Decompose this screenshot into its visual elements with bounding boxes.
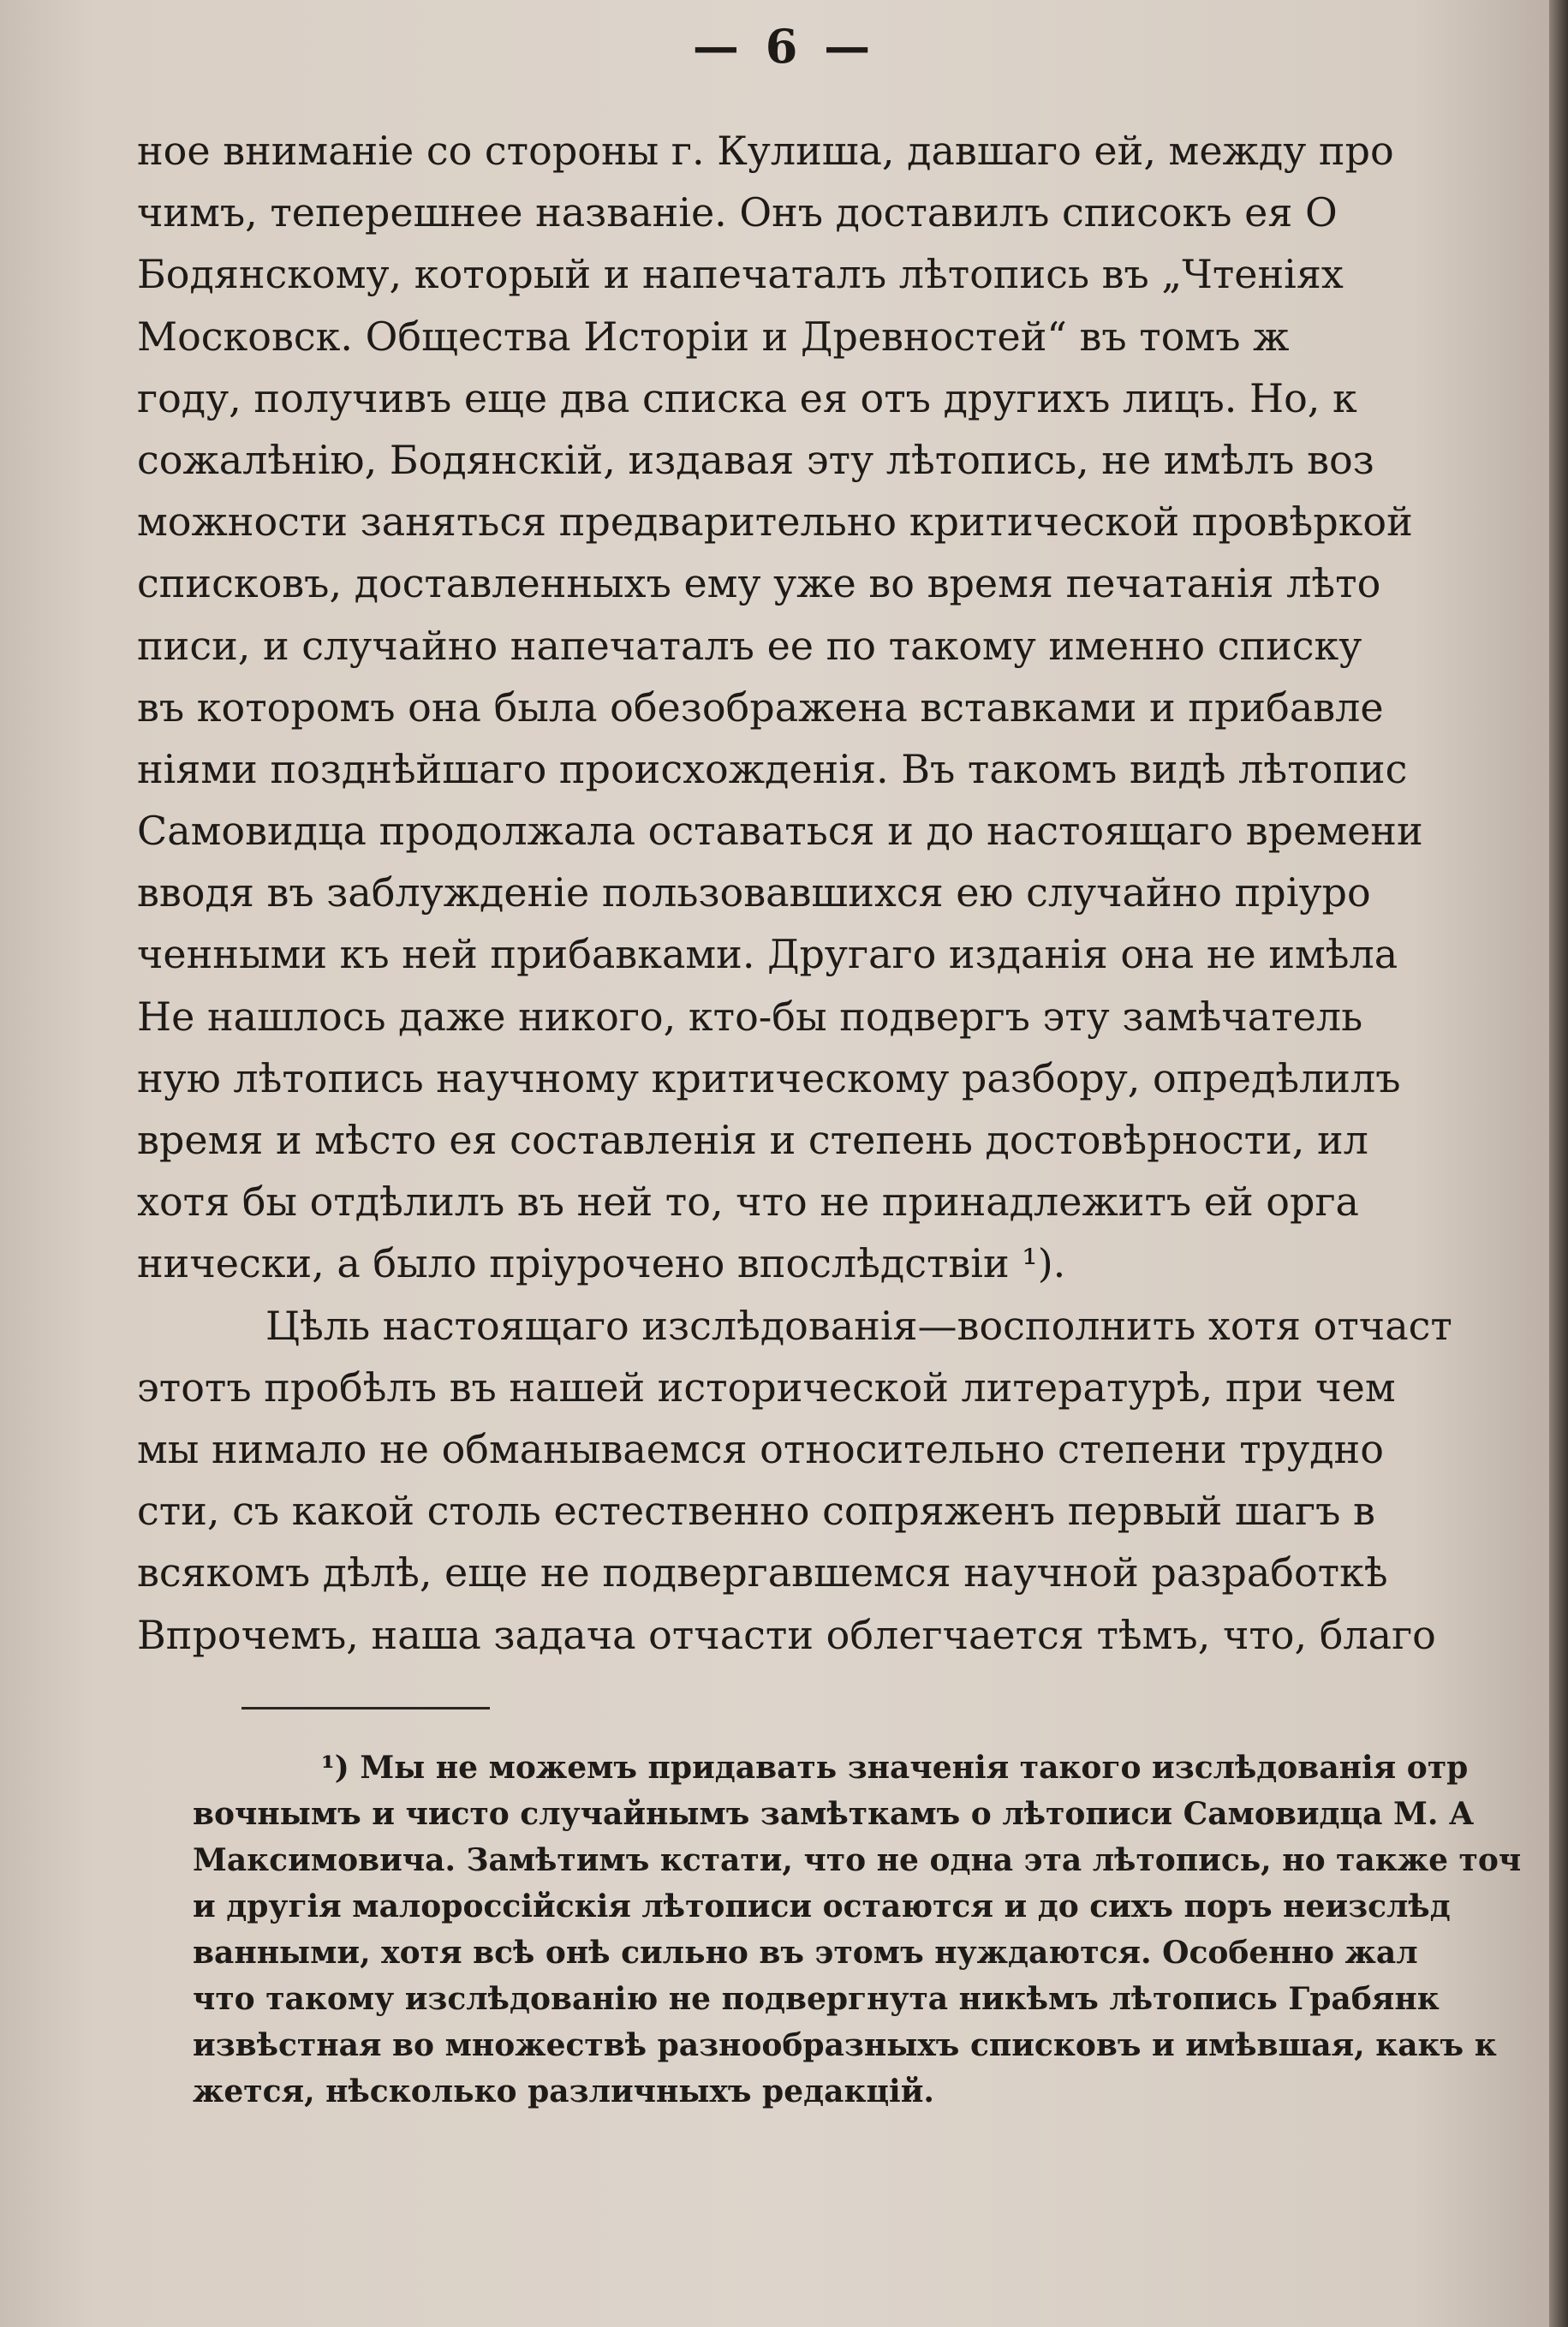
footnote-line: ¹) Мы не можемъ придавать значенія такого изслѣдованія отр: [321, 1750, 1469, 1786]
footnote-line: и другія малороссійскія лѣтописи остаются и до сихъ поръ неизслѣд: [193, 1888, 1451, 1924]
text-line: чимъ, теперешнее названіе. Онъ доставилъ списокъ ея О: [137, 189, 1338, 236]
text-line: всякомъ дѣлѣ, еще не подвергавшемся научной разработкѣ: [137, 1549, 1388, 1596]
footnote-separator: [241, 1707, 490, 1709]
footnote-line: жется, нѣсколько различныхъ редакцій.: [193, 2073, 934, 2109]
text-line: въ которомъ она была обезображена вставками и прибавле: [137, 683, 1384, 731]
text-line: мы нимало не обманываемся относительно степени трудно: [137, 1425, 1384, 1472]
text-line: Бодянскому, который и напечаталъ лѣтопись въ „Чтеніях: [137, 251, 1344, 298]
text-line: списковъ, доставленныхъ ему уже во время печатанія лѣто: [137, 560, 1381, 607]
text-line: сти, съ какой столь естественно сопряженъ первый шагъ в: [137, 1488, 1375, 1535]
text-line: можности заняться предварительно критической провѣркой: [137, 498, 1413, 546]
text-line: Московск. Общества Исторіи и Древностей“ въ томъ ж: [137, 313, 1290, 360]
text-line: ченными къ ней прибавками. Другаго изданія она не имѣла: [137, 931, 1398, 978]
footnote-line: Максимовича. Замѣтимъ кстати, что не одна эта лѣтопись, но также точ: [193, 1842, 1522, 1878]
text-line: ное вниманіе со стороны г. Кулиша, давшаго ей, между про: [137, 128, 1394, 174]
text-line: этотъ пробѣлъ въ нашей исторической литературѣ, при чем: [137, 1363, 1396, 1411]
text-line: время и мѣсто ея составленія и степень достовѣрности, ил: [137, 1117, 1368, 1163]
text-line: хотя бы отдѣлилъ въ ней то, что не принадлежитъ ей орга: [137, 1178, 1359, 1226]
text-line: году, получивъ еще два списка ея отъ другихъ лицъ. Но, к: [137, 374, 1357, 421]
text-line: ніями позднѣйшаго происхожденія. Въ такомъ видѣ лѣтопис: [137, 745, 1408, 792]
text-line: нически, а было пріурочено впослѣдствіи ¹).: [137, 1240, 1066, 1287]
text-line: Не нашлось даже никого, кто-бы подвергъ эту замѣчатель: [137, 993, 1363, 1040]
paragraph-start-line: Цѣль настоящаго изслѣдованія—восполнить хотя отчаст: [265, 1302, 1452, 1349]
page-number: — 6 —: [692, 19, 876, 74]
text-line: писи, и случайно напечаталъ ее по такому именно списку: [137, 622, 1362, 669]
text-line: сожалѣнію, Бодянскій, издавая эту лѣтопись, не имѣлъ воз: [137, 436, 1374, 483]
footnote: [193, 1745, 1550, 2115]
footnote-line: что такому изслѣдованію не подвергнута никѣмъ лѣтопись Грабянк: [193, 1981, 1440, 2017]
text-line: Самовидца продолжала оставаться и до настоящаго времени: [137, 808, 1423, 855]
text-line: Впрочемъ, наша задача отчасти облегчается тѣмъ, что, благо: [137, 1611, 1436, 1658]
text-line: вводя въ заблужденіе пользовавшихся ею случайно пріуро: [137, 869, 1371, 916]
page-gutter-shadow: [1549, 0, 1568, 2327]
footnote-line: вочнымъ и чисто случайнымъ замѣткамъ о лѣтописи Самовидца М. А: [193, 1796, 1475, 1832]
footnote-line: ванными, хотя всѣ онѣ сильно въ этомъ нуждаются. Особенно жал: [193, 1935, 1418, 1971]
main-text: [137, 120, 1550, 1666]
footnote-line: извѣстная во множествѣ разнообразныхъ списковъ и имѣвшая, какъ к: [193, 2027, 1497, 2063]
text-line: ную лѣтопись научному критическому разбору, опредѣлилъ: [137, 1054, 1401, 1101]
